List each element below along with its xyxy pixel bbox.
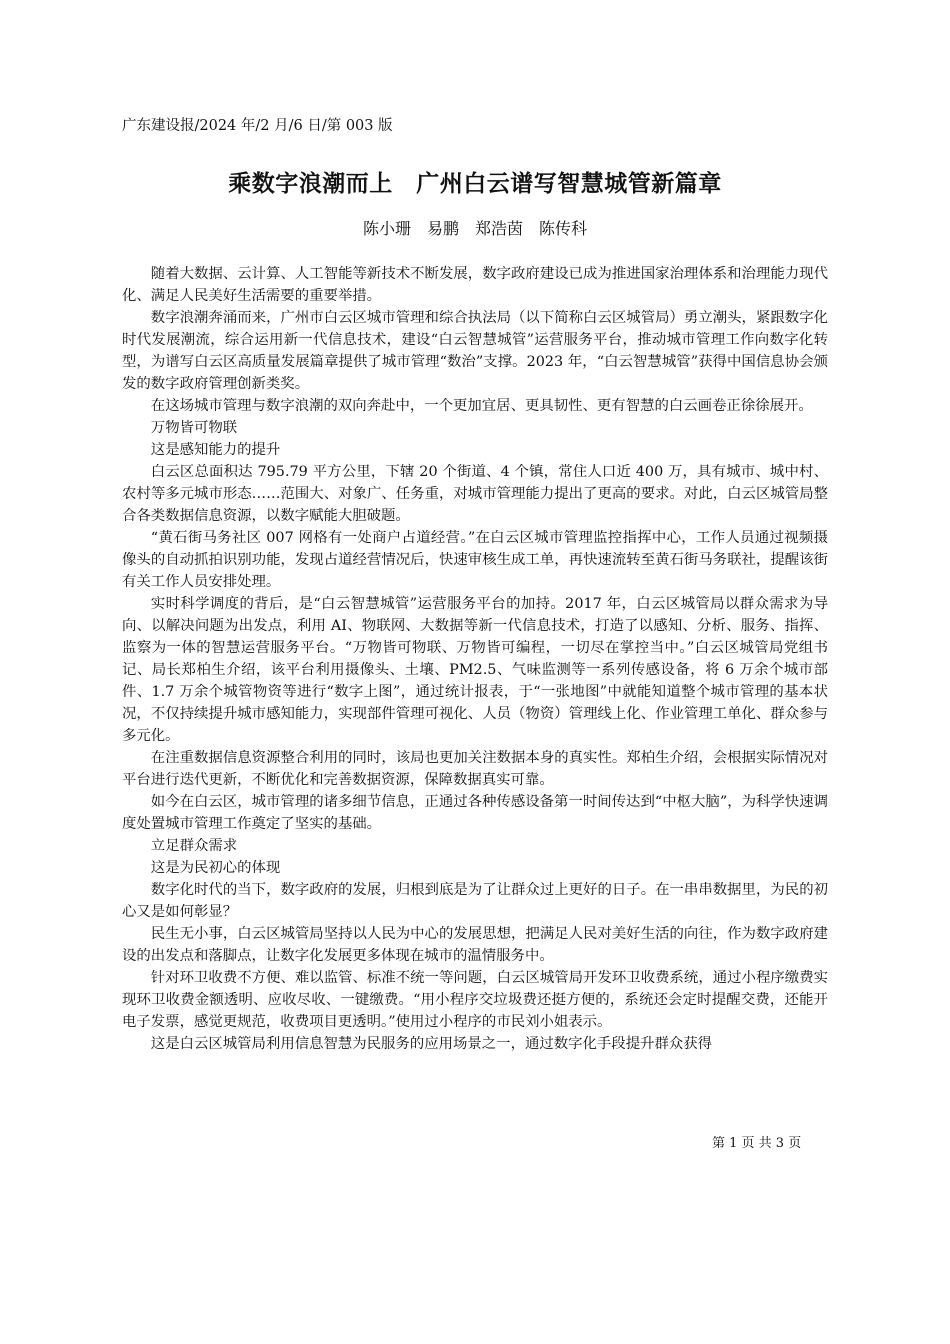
section-heading: 万物皆可物联 [150,420,238,436]
page-number: 第 1 页 共 3 页 [712,1136,802,1151]
article-body [122,263,828,1055]
paragraph: 数字化时代的当下，数字政府的发展，归根到底是为了让群众过上更好的日子。在一串串数据里，为民的初心又是如何彰显？ [122,882,828,920]
section-heading: 立足群众需求 [150,838,238,854]
section-subheading: 这是感知能力的提升 [150,442,281,458]
section-subheading: 这是为民初心的体现 [150,860,281,876]
paragraph: 在注重数据信息资源整合利用的同时，该局也更加关注数据本身的真实性。郑柏生介绍，会根据实际情况对平台进行迭代更新，不断优化和完善数据资源，保障数据真实可靠。 [122,750,828,788]
source-line: 广东建设报/2024 年/2 月/6 日/第 003 版 [122,118,393,134]
article-authors: 陈小珊 易鹏 郑浩茵 陈传科 [362,219,587,238]
paragraph: 针对环卫收费不方便、难以监管、标准不统一等问题，白云区城管局开发环卫收费系统，通过小程序缴费实现环卫收费金额透明、应收尽收、一键缴费。“用小程序交垃圾费还挺方便的，系统还会定时提醒交费，还能开电子发票，感觉更规范，收费项目更透明。”使用过小程序的市民刘小姐表示。 [122,970,828,1030]
paragraph: 实时科学调度的背后，是“白云智慧城管”运营服务平台的加持。2017 年，白云区城管局以群众需求为导向、以解决问题为出发点，利用 AI、物联网、大数据等新一代信息技术，打造了以感知、分析、服务、指挥、监察为一体的智慧运营服务平台。“万物皆可物联、万物皆可编程，一切尽在掌控当中。”白云区城管局党组书记、局长郑柏生介绍，该平台利用摄像头、土壤、PM2.5、气味监测等一系列传感设备，将 6 万余个城市部件、1.7 万余个城管物资等进行“数字上图”，通过统计报表，于“一张地图”中就能知道整个城市管理的基本状况，不仅持续提升城市感知能力，实现部件管理可视化、人员（物资）管理线上化、作业管理工单化、群众参与多元化。 [122,596,828,744]
paragraph: “黄石街马务社区 007 网格有一处商户占道经营。”在白云区城市管理监控指挥中心，工作人员通过视频摄像头的自动抓拍识别功能，发现占道经营情况后，快速审核生成工单，再快速流转至黄石街马务联社，提醒该街有关工作人员安排处理。 [122,530,828,590]
paragraph: 在这场城市管理与数字浪潮的双向奔赴中，一个更加宜居、更具韧性、更有智慧的白云画卷正徐徐展开。 [150,398,813,414]
paragraph: 随着大数据、云计算、人工智能等新技术不断发展，数字政府建设已成为推进国家治理体系和治理能力现代化、满足人民美好生活需要的重要举措。 [122,266,828,304]
paragraph: 如今在白云区，城市管理的诸多细节信息，正通过各种传感设备第一时间传达到“中枢大脑”，为科学快速调度处置城市管理工作奠定了坚实的基础。 [122,794,828,832]
paragraph: 民生无小事，白云区城管局坚持以人民为中心的发展思想，把满足人民对美好生活的向往，作为数字政府建设的出发点和落脚点，让数字化发展更多体现在城市的温情服务中。 [122,926,828,964]
paragraph: 这是白云区城管局利用信息智慧为民服务的应用场景之一，通过数字化手段提升群众获得 [150,1036,713,1052]
paragraph: 白云区总面积达 795.79 平方公里，下辖 20 个街道、4 个镇，常住人口近 400 万，具有城市、城中村、农村等多元城市形态……范围大、对象广、任务重，对城市管理能力提出了更高的要求。对此，白云区城管局整合各类数据信息资源，以数字赋能大胆破题。 [122,464,828,524]
article-title: 乘数字浪潮而上 广州白云谱写智慧城管新篇章 [228,171,722,197]
paragraph: 数字浪潮奔涌而来，广州市白云区城市管理和综合执法局（以下简称白云区城管局）勇立潮头，紧跟数字化时代发展潮流，综合运用新一代信息技术，建设“白云智慧城管”运营服务平台，推动城市管理工作向数字化转型，为谱写白云区高质量发展篇章提供了城市管理“数治”支撑。2023 年，“白云智慧城管”获得中国信息协会颁发的数字政府管理创新类奖。 [122,310,828,392]
